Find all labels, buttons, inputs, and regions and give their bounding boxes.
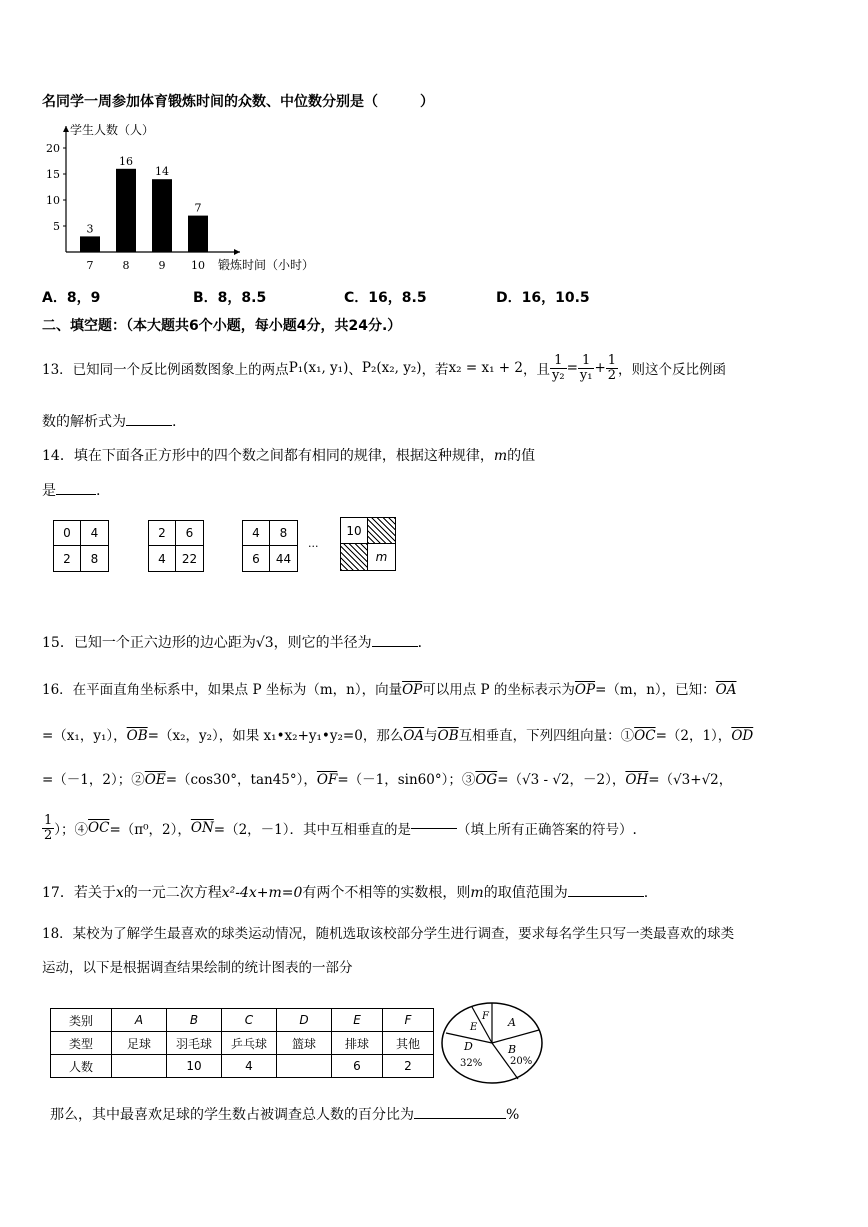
bar-value-label: 3	[86, 222, 94, 236]
table-row	[51, 1055, 434, 1078]
table-cell	[112, 1055, 167, 1078]
table-row	[51, 1032, 434, 1055]
q13-end: .	[172, 414, 177, 430]
number-square-3	[242, 520, 298, 572]
pie-pct-d: 32%	[460, 1058, 483, 1069]
x-axis-arrow	[234, 249, 240, 255]
q16-text: =（√3 - √2，－2），	[497, 772, 626, 788]
sqrt-3: √3	[255, 635, 274, 651]
vector-of: $\overline{OF}$	[316, 772, 338, 788]
q17-x: x	[115, 885, 124, 901]
q15-answer-blank[interactable]	[372, 646, 418, 647]
vector-oh: $\overline{OH}$	[625, 772, 649, 788]
q13-answer-blank[interactable]	[126, 425, 172, 426]
pie-label-e: E	[470, 1022, 478, 1033]
table-cell: 人数	[51, 1055, 112, 1078]
y-tick-label: 15	[46, 168, 60, 181]
option-b[interactable]: B．8，8.5	[193, 290, 267, 306]
y-tick-label: 10	[46, 194, 60, 207]
q13-text-d: ，则这个反比例函	[618, 362, 727, 379]
vector-op: $\overline{OP}$	[402, 682, 423, 698]
bar-value-label: 7	[194, 201, 202, 215]
square-cell: 22	[181, 551, 198, 566]
bar	[152, 179, 172, 252]
q18-line1: 18．某校为了解学生最喜欢的球类运动情况，随机选取该校部分学生进行调查，要求每名学生只写一类最喜欢的球类	[42, 926, 735, 942]
x-tick-label: 8	[122, 259, 130, 272]
q13-text-c: ，且	[523, 362, 550, 379]
q16-text: =（x₁，y₁），	[42, 728, 127, 744]
table-cell: F	[383, 1009, 434, 1032]
percent-sign: %	[506, 1107, 520, 1123]
hatched-cell	[341, 544, 368, 570]
q13-line2	[42, 411, 176, 431]
q17-equation: x²-4x+m=0	[221, 885, 303, 901]
q17-end: .	[643, 885, 649, 901]
table-cell: 类别	[51, 1009, 112, 1032]
number-square-2	[148, 520, 204, 572]
q17-text: 的一元二次方程	[123, 885, 222, 901]
q13-p2: P₂(x₂, y₂)	[361, 360, 422, 377]
vector-oe: $\overline{OE}$	[144, 772, 166, 788]
table-cell: 篮球	[277, 1032, 332, 1055]
q15-text-b: ，则它的半径为	[273, 635, 372, 651]
pie-chart	[438, 998, 548, 1088]
vector-od: $\overline{OD}$	[731, 728, 754, 744]
q17	[42, 882, 648, 902]
table-cell: B	[167, 1009, 222, 1032]
q16-line4	[42, 814, 637, 842]
vector-oa: $\overline{OA}$	[403, 728, 425, 744]
x-tick-label: 7	[86, 259, 94, 272]
square-cell: 4	[149, 546, 176, 571]
table-cell: 其他	[383, 1032, 434, 1055]
x-axis-label: 锻炼时间（小时）	[218, 258, 315, 272]
pie-pct-b: 20%	[510, 1056, 533, 1067]
q13-text-b: ，若	[421, 362, 449, 379]
table-cell: A	[112, 1009, 167, 1032]
number-square-1	[53, 520, 109, 572]
q16-text: 与	[424, 728, 438, 744]
q17-text: 的取值范围为	[483, 885, 568, 901]
q16-text: 可以用点 P 的坐标表示为	[422, 682, 575, 698]
q16-text: =（－1，sin60°）；③	[337, 772, 476, 788]
q14-end: .	[96, 483, 101, 499]
pie-label-a: A	[508, 1016, 516, 1029]
q14-answer-blank[interactable]	[56, 494, 96, 495]
q13-line2-text: 数的解析式为	[42, 414, 126, 430]
bar-value-label: 16	[119, 154, 133, 168]
x-tick-label: 9	[158, 259, 166, 272]
table-cell	[277, 1055, 332, 1078]
table-cell: C	[222, 1009, 277, 1032]
q16-text: ）；④	[54, 822, 89, 839]
option-d[interactable]: D．16，10.5	[496, 290, 590, 306]
square-cell: 6	[176, 521, 203, 546]
y-axis-label: 学生人数（人）	[70, 123, 155, 137]
table-cell: 10	[167, 1055, 222, 1078]
square-cell: 44	[275, 551, 292, 566]
q14-line1	[42, 445, 535, 465]
y-tick-label: 20	[46, 142, 60, 155]
table-cell: D	[277, 1009, 332, 1032]
fraction-half: $\frac{1}{2}$	[44, 813, 53, 843]
vector-oa: $\overline{OA}$	[715, 682, 737, 698]
x-tick-label: 10	[191, 259, 205, 272]
vector-oc: $\overline{OC}$	[88, 820, 110, 837]
table-cell: 6	[332, 1055, 383, 1078]
q14-text: 14．填在下面各正方形中的四个数之间都有相同的规律，根据这种规律，	[42, 448, 494, 464]
table-cell: 排球	[332, 1032, 383, 1055]
table-cell: 2	[383, 1055, 434, 1078]
q16-text: =（π⁰，2），	[109, 822, 191, 839]
q14-line2	[42, 480, 100, 500]
q17-text: 有两个不相等的实数根，则	[302, 885, 471, 901]
q13-condition: x₂ = x₁ + 2	[448, 360, 523, 377]
table-cell: 乒乓球	[222, 1032, 277, 1055]
q15-end: ．	[417, 635, 432, 651]
q16-text: （填上所有正确答案的符号）.	[457, 822, 637, 839]
pie-label-b: B	[508, 1043, 517, 1056]
section-title: 二、填空题：（本大题共6个小题，每小题4分，共24分.）	[42, 318, 402, 334]
equals-sign: =	[566, 360, 578, 377]
q16-text: =（cos30°，tan45°），	[165, 772, 317, 788]
q17-m: m	[470, 885, 484, 901]
q14-m: m	[493, 448, 508, 464]
table-row	[51, 1009, 434, 1032]
q16-text: =（－1，2）；②	[42, 772, 145, 788]
survey-table	[50, 1008, 434, 1078]
bar	[80, 236, 100, 252]
q18-final-text: 那么，其中最喜欢足球的学生数占被调查总人数的百分比为	[50, 1107, 414, 1123]
q17-text: 17．若关于	[42, 885, 116, 901]
table-cell: 足球	[112, 1032, 167, 1055]
q13-p1: P₁(x₁, y₁)	[288, 360, 349, 377]
q16-text: =（m，n），已知：	[595, 682, 716, 698]
fraction-1-2: $\frac{1}{2}$	[607, 353, 617, 383]
q16-text: =（2，－1）．其中互相垂直的是	[213, 822, 412, 839]
vector-ob: $\overline{OB}$	[437, 728, 459, 744]
q18-final	[50, 1104, 519, 1124]
q13-sep: 、	[348, 362, 362, 379]
q18-line2: 运动，以下是根据调查结果绘制的统计图表的一部分	[42, 960, 353, 976]
square-cell: 2	[54, 546, 81, 571]
pie-divider	[492, 1030, 539, 1043]
q14-text-b: 的值	[507, 448, 536, 464]
bar	[188, 216, 208, 252]
q16-text: 互相垂直，下列四组向量：①	[458, 728, 635, 744]
table-cell: E	[332, 1009, 383, 1032]
q15	[42, 632, 432, 652]
plus-sign: +	[594, 360, 606, 377]
fraction-1-y2: $\frac{1}{\text{y₂}}$	[552, 353, 565, 383]
q16-text: 16．在平面直角坐标系中，如果点 P 坐标为（m，n），向量	[42, 682, 403, 698]
square-cell: 0	[54, 521, 81, 546]
table-cell: 羽毛球	[167, 1032, 222, 1055]
square-cell: 4	[243, 521, 270, 546]
q18-answer-blank[interactable]	[414, 1118, 506, 1119]
q15-text-a: 15．已知一个正六边形的边心距为	[42, 635, 256, 651]
option-c[interactable]: C．16，8.5	[344, 290, 427, 306]
option-a[interactable]: A．8，9	[42, 290, 101, 306]
vector-ob: $\overline{OB}$	[126, 728, 148, 744]
q13-text-a: 13．已知同一个反比例函数图象上的两点	[42, 362, 289, 379]
vector-on: $\overline{ON}$	[190, 820, 214, 837]
y-axis-arrow	[63, 126, 69, 132]
square-cell-m: m	[375, 550, 388, 564]
number-square-4	[340, 517, 396, 571]
hatched-cell	[368, 518, 395, 544]
pie-label-f: F	[482, 1011, 489, 1022]
table-cell: 类型	[51, 1032, 112, 1055]
q12-stem: 名同学一周参加体育锻炼时间的众数、中位数分别是（ ）	[42, 94, 434, 110]
q17-answer-blank[interactable]	[568, 896, 644, 897]
q16-line3	[42, 768, 732, 788]
vector-oc: $\overline{OC}$	[634, 728, 656, 744]
bar	[116, 169, 136, 252]
vector-op: $\overline{OP}$	[574, 682, 596, 698]
q16-answer-blank[interactable]	[411, 828, 457, 829]
q16-line1	[42, 678, 736, 698]
q14-line2-text: 是	[42, 483, 56, 499]
square-cell: 10	[341, 518, 368, 544]
ellipsis: ···	[308, 540, 319, 553]
bar-chart	[30, 118, 350, 278]
square-cell: 8	[90, 551, 99, 566]
table-cell: 4	[222, 1055, 277, 1078]
q16-line2	[42, 724, 753, 744]
square-cell: 8	[270, 521, 297, 546]
fraction-1-y1: $\frac{1}{\text{y₁}}$	[579, 353, 593, 383]
bar-value-label: 14	[155, 165, 169, 179]
square-cell: 4	[81, 521, 108, 546]
q16-text: =（2，1），	[655, 728, 732, 744]
q16-text: =（√3+√2，	[648, 772, 733, 788]
square-cell: 2	[149, 521, 176, 546]
vector-og: $\overline{OG}$	[475, 772, 498, 788]
y-tick-label: 5	[53, 220, 60, 233]
square-cell: 6	[243, 546, 270, 571]
q13-line1	[42, 354, 726, 382]
q16-text: =（x₂，y₂），如果 x₁•x₂+y₁•y₂=0，那么	[147, 728, 404, 744]
pie-label-d: D	[464, 1040, 473, 1053]
